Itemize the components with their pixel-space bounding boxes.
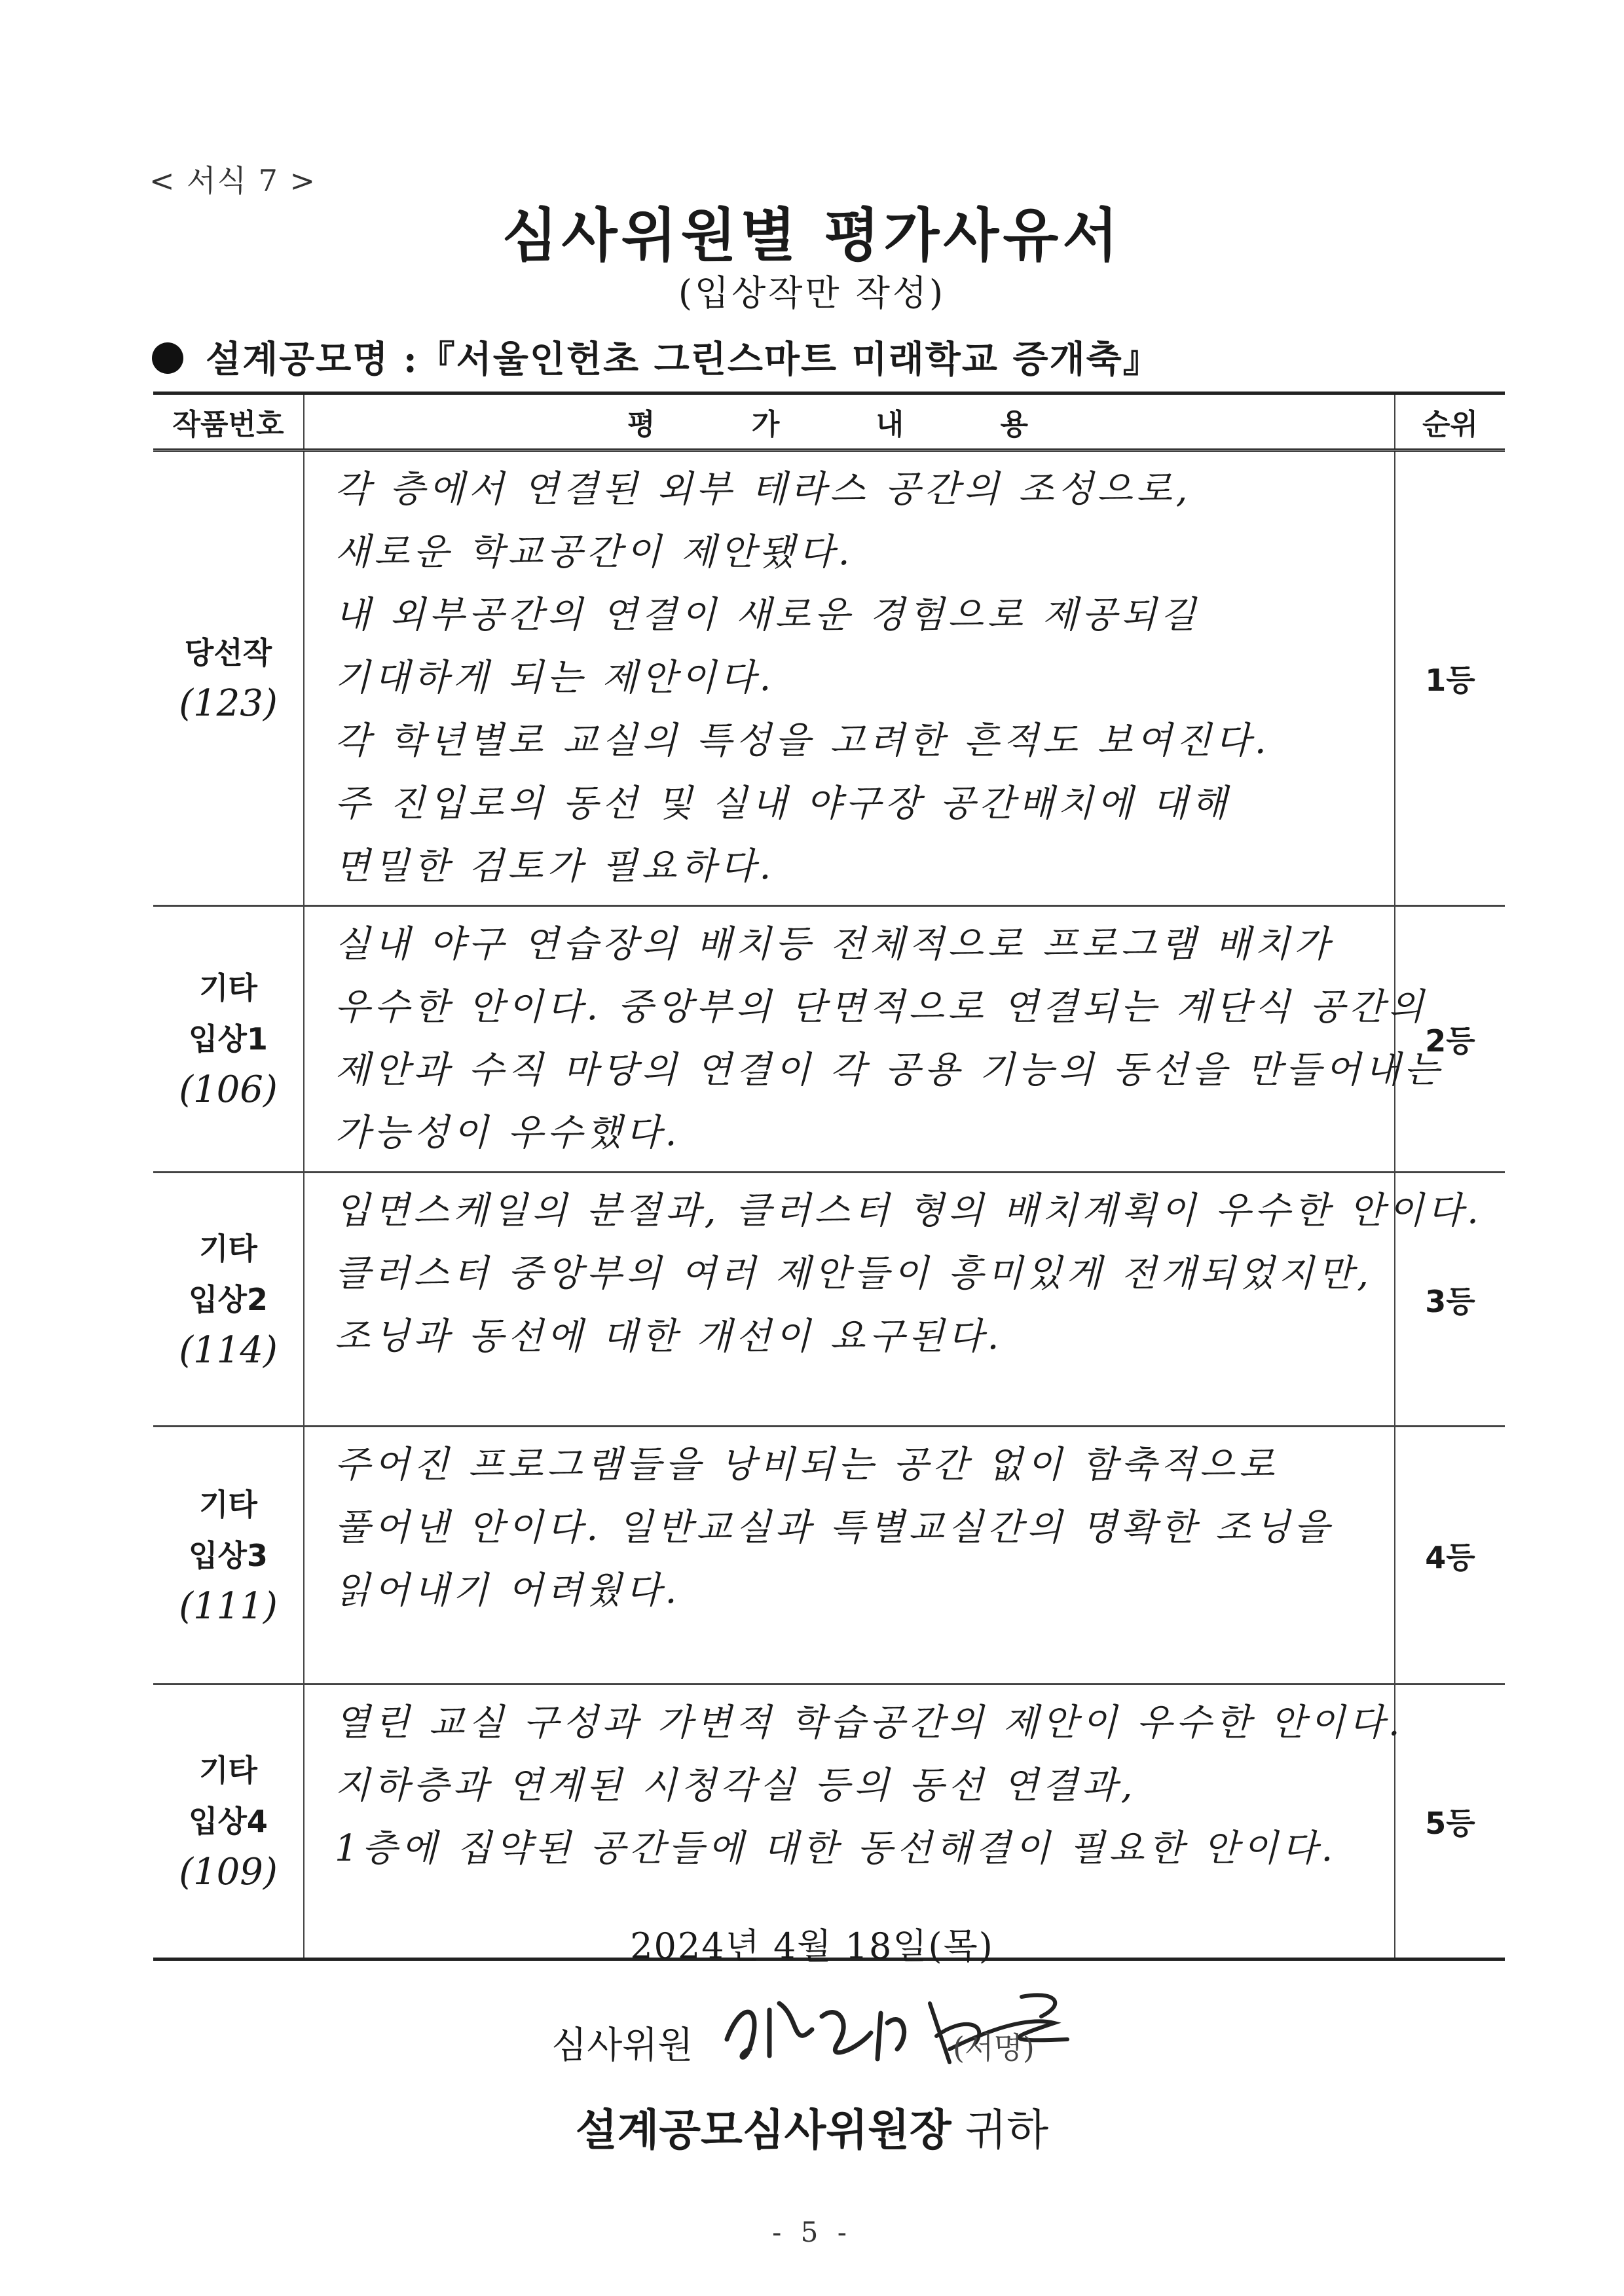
content-line: 조닝과 동선에 대한 개선이 요구된다. [335, 1315, 1003, 1358]
evaluation-table [153, 392, 1505, 1961]
content-line: 입면스케일의 분절과, 클러스터 형의 배치계획이 우수한 안이다. [335, 1190, 1483, 1232]
entry-number: (114) [179, 1328, 278, 1372]
content-line: 주어진 프로그램들을 낭비되는 공간 없이 함축적으로 [335, 1444, 1279, 1486]
content-line: 열린 교실 구성과 가변적 학습공간의 제안이 우수한 안이다. [335, 1702, 1404, 1744]
signature-name-stroke [727, 2003, 904, 2059]
form-number-label: < 서식 7 > [149, 163, 317, 198]
entry-number: (123) [179, 682, 278, 725]
content-line: 가능성이 우수했다. [335, 1112, 681, 1154]
bullet-icon [152, 342, 183, 374]
header-evaluation-content: 평 가 내 용 [304, 393, 1395, 450]
rank-cell: 1등 [1395, 450, 1505, 906]
entry-number: (106) [179, 1068, 278, 1111]
entry-label: 입상4 [189, 1804, 268, 1839]
entry-label: 입상2 [189, 1281, 268, 1317]
entry-label: 기타 [199, 1230, 257, 1266]
entry-label: 기타 [199, 970, 257, 1006]
content-line: 내 외부공간의 연결이 새로운 경험으로 제공되길 [335, 594, 1200, 636]
content-line: 기대하게 되는 제안이다. [335, 657, 775, 699]
document-subtitle: (입상작만 작성) [678, 272, 946, 314]
contest-name-line [152, 331, 1161, 383]
table-row [153, 450, 1505, 906]
content-line: 읽어내기 어려웠다. [335, 1569, 681, 1612]
content-line: 클러스터 중앙부의 여러 제안들이 흥미있게 전개되었지만, [335, 1252, 1373, 1295]
entry-cell [153, 1427, 304, 1685]
header-entry-number: 작품번호 [153, 393, 304, 450]
rank-cell: 2등 [1395, 906, 1505, 1173]
content-line: 1층에 집약된 공간들에 대한 동선해결이 필요한 안이다. [335, 1827, 1337, 1870]
content-line: 우수한 안이다. 중앙부의 단면적으로 연결되는 계단식 공간의 [335, 986, 1428, 1029]
rank-cell: 4등 [1395, 1427, 1505, 1685]
rank-cell: 3등 [1395, 1173, 1505, 1427]
content-line: 풀어낸 안이다. 일반교실과 특별교실간의 명확한 조닝을 [335, 1506, 1334, 1549]
table-header-row [153, 393, 1505, 450]
content-line: 각 층에서 연결된 외부 테라스 공간의 조성으로, [335, 468, 1192, 511]
table-row [153, 1427, 1505, 1685]
document-date: 2024년 4월 18일(목) [630, 1925, 994, 1967]
contest-label: 설계공모명 : [206, 338, 418, 381]
document-title: 심사위원별 평가사유서 [502, 201, 1122, 269]
content-line: 실내 야구 연습장의 배치등 전체적으로 프로그램 배치가 [335, 923, 1334, 966]
evaluation-content [304, 1427, 1395, 1685]
addressee-suffix: 귀하 [965, 2105, 1049, 2155]
rank-cell: 5등 [1395, 1685, 1505, 1959]
entry-label: 기타 [199, 1753, 257, 1788]
header-rank: 순위 [1395, 393, 1505, 450]
evaluation-content [304, 906, 1443, 1173]
page-number: - 5 - [772, 2216, 852, 2248]
entry-label: 기타 [199, 1486, 257, 1522]
content-line: 면밀한 검토가 필요하다. [335, 845, 775, 888]
table-row [153, 906, 1505, 1173]
entry-cell [153, 906, 304, 1173]
entry-cell [153, 450, 304, 906]
signer-label: 심사위원 [551, 2024, 693, 2067]
evaluation-content [304, 450, 1395, 906]
entry-cell [153, 1173, 304, 1427]
content-line: 주 진입로의 동선 및 실내 야구장 공간배치에 대해 [335, 782, 1231, 825]
content-line: 새로운 학교공간이 제안됐다. [335, 531, 854, 574]
content-line: 제안과 수직 마당의 연결이 각 공용 기능의 동선을 만들어내는 [335, 1049, 1443, 1091]
entry-label: 입상1 [189, 1021, 268, 1057]
content-line: 지하층과 연계된 시청각실 등의 동선 연결과, [335, 1764, 1137, 1807]
table-row [153, 1173, 1505, 1427]
content-line: 각 학년별로 교실의 특성을 고려한 흔적도 보여진다. [335, 720, 1270, 762]
entry-label: 입상3 [189, 1537, 268, 1573]
entry-number: (111) [179, 1584, 278, 1628]
entry-label: 당선작 [184, 635, 272, 670]
entry-number: (109) [179, 1851, 278, 1893]
sign-mark-label: (서명) [953, 2030, 1035, 2066]
addressee-name: 설계공모심사위원장 [575, 2104, 951, 2155]
addressee-line [0, 2095, 1624, 2157]
contest-name: 『서울인헌초 그린스마트 미래학교 증개축』 [418, 338, 1161, 381]
